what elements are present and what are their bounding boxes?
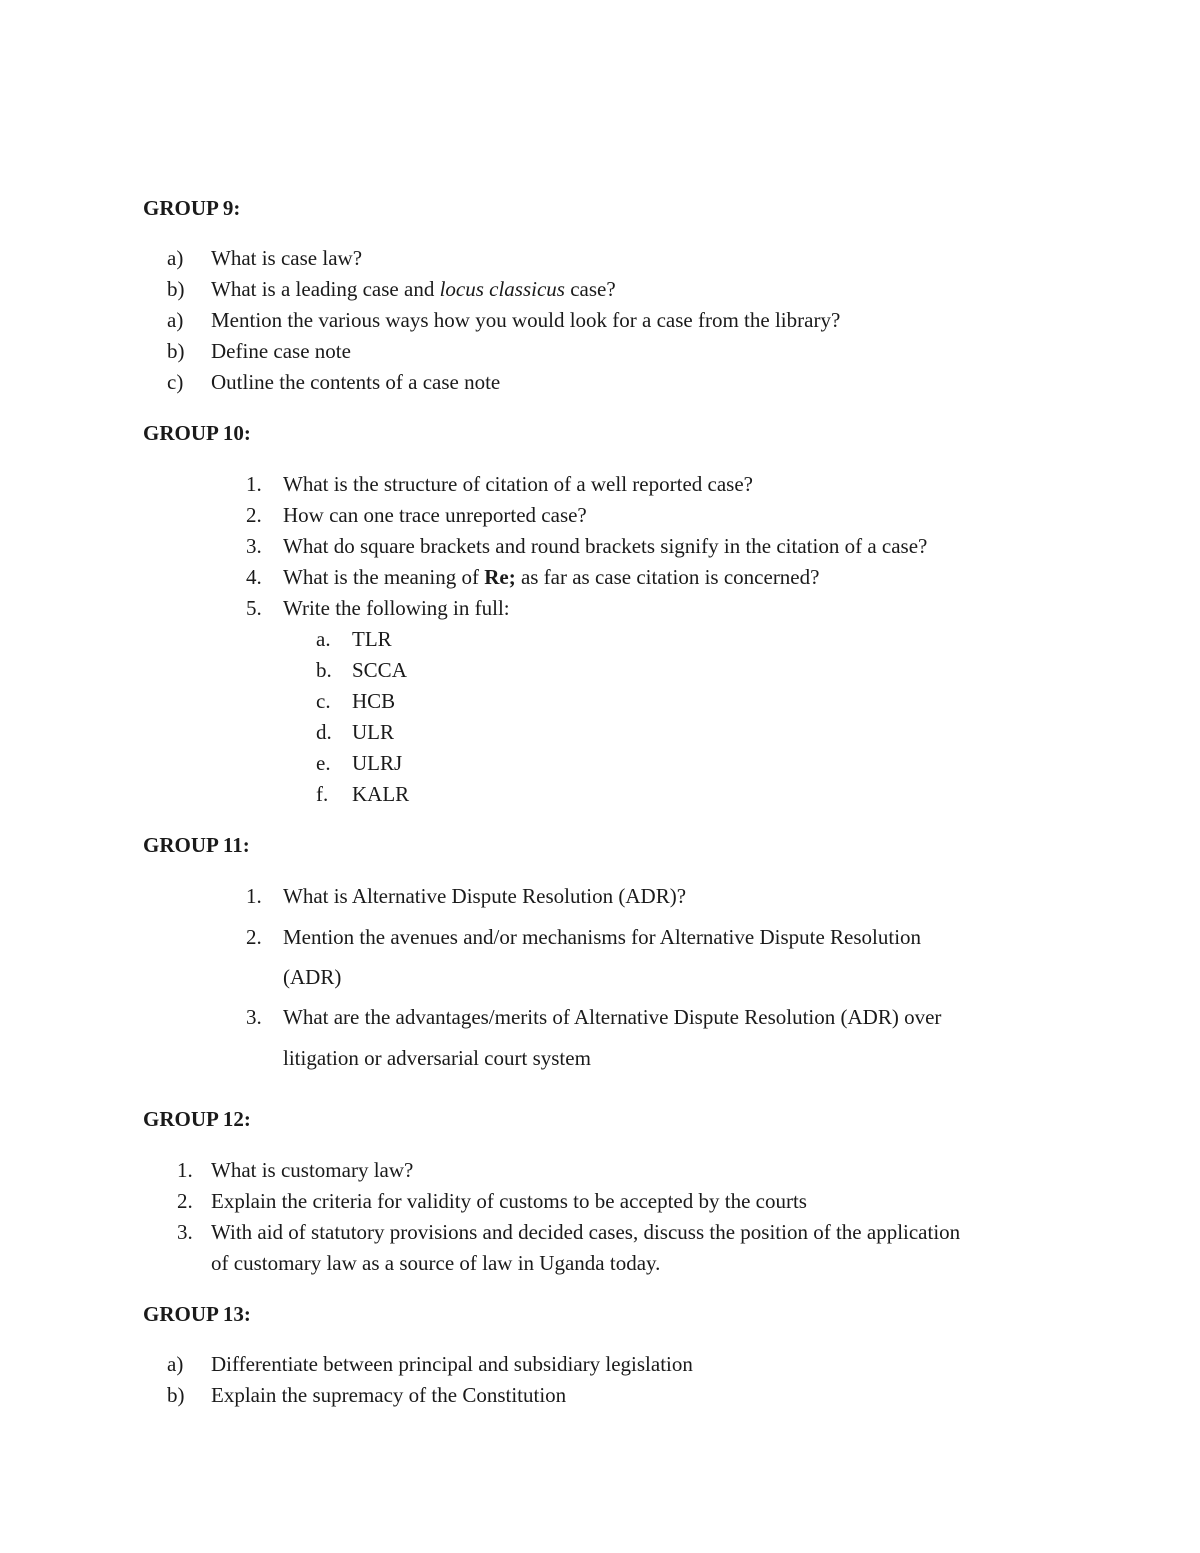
italic-term: locus classicus (439, 277, 565, 301)
group-9-heading: GROUP 9: (143, 196, 241, 220)
list-item-text: Differentiate between principal and subsidiary legislation (211, 1352, 693, 1376)
list-item-text: With aid of statutory provisions and decided cases, discuss the position of the application (211, 1220, 961, 1244)
list-marker: c) (167, 370, 184, 394)
list-item-text: What are the advantages/merits of Alternative Dispute Resolution (ADR) over (283, 1005, 942, 1029)
list-item-text: What is customary law? (211, 1158, 414, 1182)
text-part: What is a leading case and (211, 277, 440, 301)
list-marker: 3. (246, 534, 262, 558)
list-item-text: Write the following in full: (283, 596, 510, 620)
group-11-heading: GROUP 11: (143, 833, 250, 857)
list-marker: b) (167, 277, 185, 301)
list-marker: a. (316, 627, 331, 651)
list-item-text: What is case law? (211, 246, 363, 270)
list-item-text: What is the structure of citation of a well reported case? (283, 472, 753, 496)
list-marker: e. (316, 751, 331, 775)
list-marker: b) (167, 339, 185, 363)
list-marker: 3. (177, 1220, 193, 1244)
list-marker: b. (316, 658, 332, 682)
list-marker: d. (316, 720, 332, 744)
list-item-text: TLR (352, 627, 392, 651)
list-item-text: Mention the avenues and/or mechanisms for Alternative Dispute Resolution (283, 925, 922, 949)
list-marker: f. (316, 782, 329, 806)
list-marker: a) (167, 1352, 184, 1376)
list-item-text: litigation or adversarial court system (283, 1046, 591, 1070)
list-marker: 2. (246, 925, 262, 949)
list-item-text: HCB (352, 689, 396, 713)
list-item-text: of customary law as a source of law in Uganda today. (211, 1251, 661, 1275)
text-part: case? (564, 277, 616, 301)
list-marker: 1. (177, 1158, 193, 1182)
list-marker: 2. (246, 503, 262, 527)
list-item-text: KALR (352, 782, 410, 806)
list-item-text: ULR (352, 720, 394, 744)
list-item-text: SCCA (352, 658, 407, 682)
list-marker: b) (167, 1383, 185, 1407)
list-item-text: (ADR) (283, 965, 342, 989)
list-marker: 1. (246, 472, 262, 496)
text-part: as far as case citation is concerned? (515, 565, 820, 589)
list-item-text: Outline the contents of a case note (211, 370, 501, 394)
list-marker: c. (316, 689, 331, 713)
group-12-heading: GROUP 12: (143, 1107, 251, 1131)
group-10-heading: GROUP 10: (143, 421, 251, 445)
list-marker: a) (167, 246, 184, 270)
list-item-text: Explain the supremacy of the Constitution (211, 1383, 567, 1407)
bold-term: Re; (484, 565, 516, 589)
list-item-text: Mention the various ways how you would look for a case from the library? (211, 308, 841, 332)
list-item-text: What do square brackets and round brackets signify in the citation of a case? (283, 534, 928, 558)
list-item-text: What is Alternative Dispute Resolution (ADR)? (283, 884, 687, 908)
list-item-text: Define case note (211, 339, 351, 363)
list-marker: 2. (177, 1189, 193, 1213)
list-marker: a) (167, 308, 184, 332)
list-marker: 4. (246, 565, 262, 589)
text-part: What is the meaning of (283, 565, 485, 589)
list-marker: 5. (246, 596, 262, 620)
list-item-text: ULRJ (352, 751, 403, 775)
list-item-text (283, 565, 819, 590)
list-item-text: How can one trace unreported case? (283, 503, 587, 527)
list-marker: 1. (246, 884, 262, 908)
list-marker: 3. (246, 1005, 262, 1029)
group-13-heading: GROUP 13: (143, 1302, 251, 1326)
list-item-text: Explain the criteria for validity of customs to be accepted by the courts (211, 1189, 807, 1213)
list-item-text (211, 277, 616, 302)
